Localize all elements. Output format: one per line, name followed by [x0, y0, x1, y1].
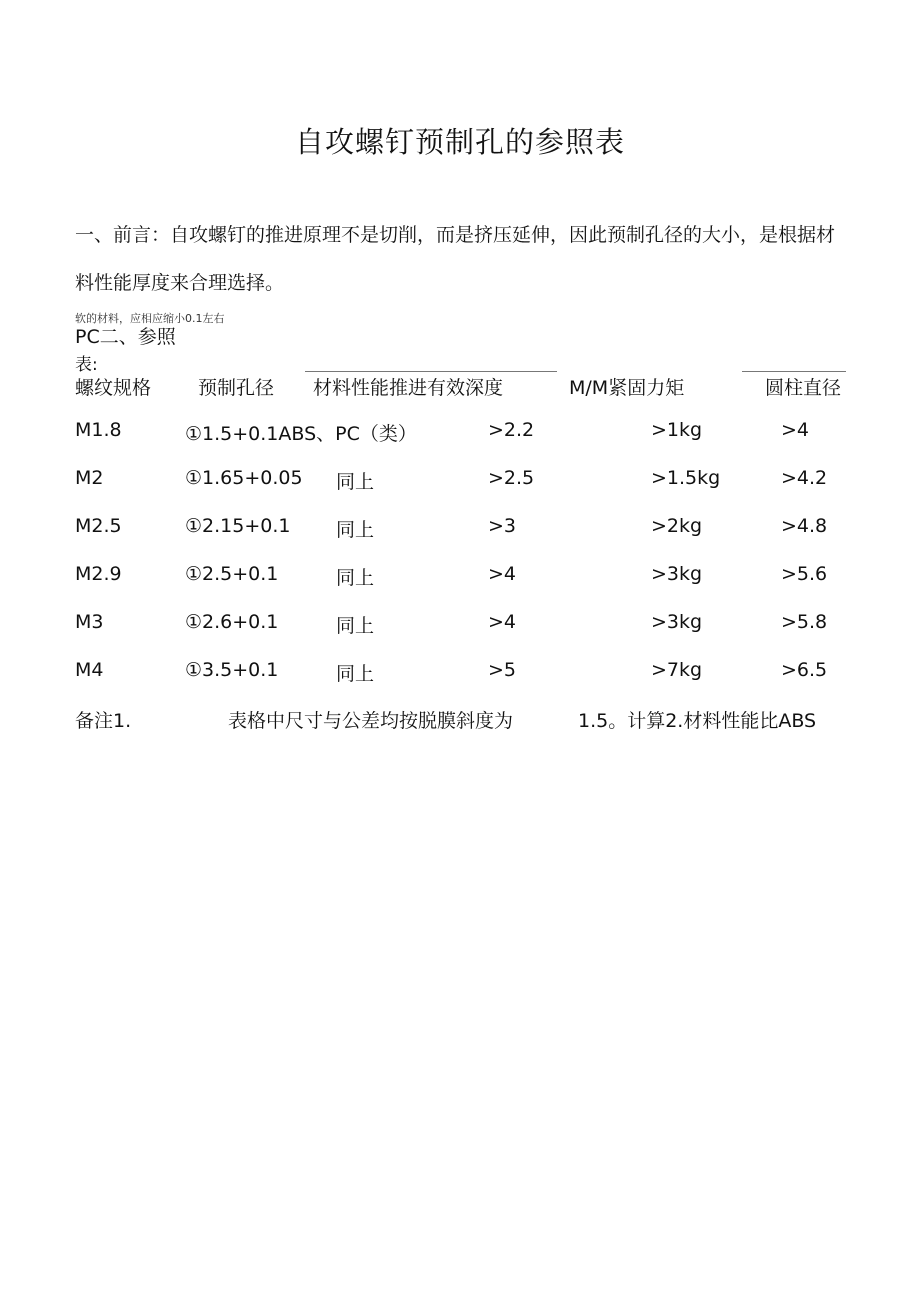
cell-depth: >4 [488, 563, 517, 585]
cell-depth: >2.2 [488, 419, 535, 441]
intro-paragraph-line-1: 一、前言：自攻螺钉的推进原理不是切削，而是挤压延伸，因此预制孔径的大小，是根据材 [75, 224, 836, 246]
cell-spec: M4 [75, 659, 104, 681]
cell-diameter: >4.2 [781, 467, 828, 489]
cell-spec: M3 [75, 611, 104, 633]
column-header-diameter: 圆柱直径 [765, 377, 842, 399]
cell-hole: ①2.5+0.1 [185, 563, 279, 585]
cell-hole: ①2.6+0.1 [185, 611, 279, 633]
cell-torque: >7kg [651, 659, 703, 681]
cell-depth: >2.5 [488, 467, 535, 489]
cell-diameter: >5.6 [781, 563, 828, 585]
cell-spec: M1.8 [75, 419, 122, 441]
column-header-hole: 预制孔径 [198, 377, 275, 399]
cell-torque: >3kg [651, 611, 703, 633]
cell-material: 同上 [336, 567, 375, 589]
column-header-torque: M/M紧固力矩 [569, 377, 685, 399]
cell-hole: ①1.5+0.1ABS、PC（类） [185, 423, 417, 445]
page-title: 自攻螺钉预制孔的参照表 [294, 125, 625, 159]
cell-hole: ①1.65+0.05 [185, 467, 303, 489]
cell-spec: M2 [75, 467, 104, 489]
header-rule-material [305, 371, 557, 372]
cell-material: 同上 [336, 615, 375, 637]
cell-hole: ①2.15+0.1 [185, 515, 291, 537]
remarks-text-part-2: 1.5。计算2.材料性能比ABS [578, 710, 817, 732]
column-header-spec: 螺纹规格 [75, 377, 152, 399]
cell-hole: ①3.5+0.1 [185, 659, 279, 681]
cell-diameter: >4.8 [781, 515, 828, 537]
cell-diameter: >6.5 [781, 659, 828, 681]
cell-depth: >5 [488, 659, 517, 681]
cell-material: 同上 [336, 663, 375, 685]
remarks-text-part-1: 表格中尺寸与公差均按脱膜斜度为 [228, 710, 514, 732]
cell-torque: >3kg [651, 563, 703, 585]
intro-paragraph-line-2: 料性能厚度来合理选择。 [75, 272, 285, 294]
column-header-material-depth: 材料性能推进有效深度 [313, 377, 504, 399]
section-heading: PC二、参照 [75, 326, 176, 348]
cell-material: 同上 [336, 471, 375, 493]
cell-depth: >4 [488, 611, 517, 633]
header-rule-diameter [742, 371, 846, 372]
cell-material: 同上 [336, 519, 375, 541]
cell-torque: >2kg [651, 515, 703, 537]
remarks-label: 备注1. [75, 710, 132, 732]
cell-diameter: >4 [781, 419, 810, 441]
cell-torque: >1.5kg [651, 467, 721, 489]
cell-spec: M2.5 [75, 515, 122, 537]
cell-spec: M2.9 [75, 563, 122, 585]
material-note: 软的材料，应相应缩小0.1左右 [75, 312, 225, 325]
cell-torque: >1kg [651, 419, 703, 441]
cell-depth: >3 [488, 515, 517, 537]
section-heading-continuation: 表: [75, 355, 98, 375]
cell-diameter: >5.8 [781, 611, 828, 633]
